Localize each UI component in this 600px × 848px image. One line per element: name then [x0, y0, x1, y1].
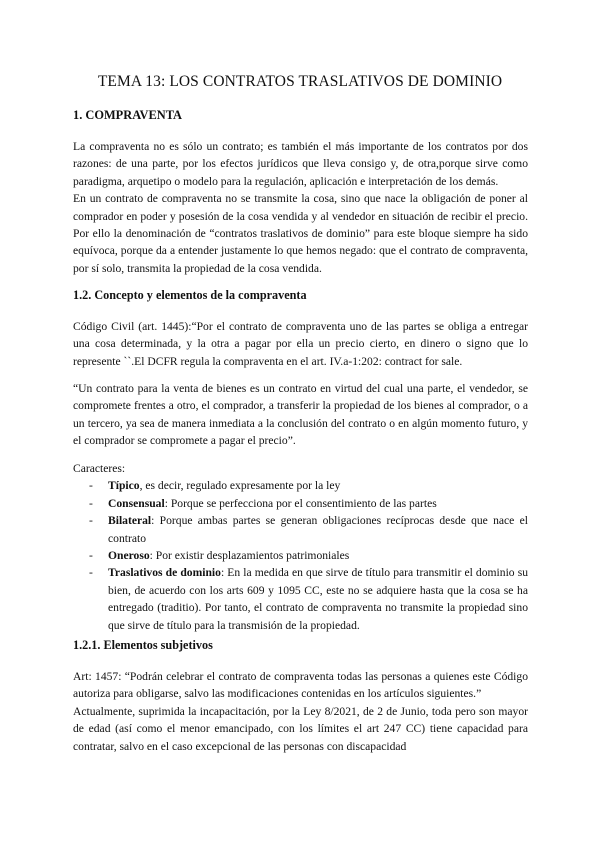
list-item-term: Típico — [108, 479, 140, 493]
paragraph: Art: 1457: “Podrán celebrar el contrato de compraventa todas las personas a quienes este Código autoriza para obligarse, salvo las modificaciones contenidas en los artículos siguientes.” — [73, 670, 528, 701]
section-compraventa-body — [73, 138, 528, 277]
section-concepto-body — [73, 318, 528, 370]
caracteres-label: Caracteres: — [73, 462, 126, 475]
list-item-text: : En la medida en que sirve de título para transmitir el dominio su bien, de acuerdo con los arts 609 y 1095 CC, este no se adquiere hasta que la cosa se ha entregado (traditio). Por tanto, el contrato de compraventa no transmite la propiedad sino que sirve de título para la transmisión de la propiedad. — [108, 566, 529, 632]
paragraph: Código Civil (art. 1445):“Por el contrato de compraventa uno de las partes se obliga a entregar una cosa determinada, y la otra a pagar por ella un precio cierto, en dinero o signo que lo represente ``.El DCFR regula la compraventa en el art. IV.a-1:202: contract for sale. — [73, 320, 528, 368]
list-item — [73, 564, 528, 634]
list-item-text: : Porque ambas partes se generan obligaciones recíprocas desde que nace el contrato — [108, 514, 528, 545]
list-item — [73, 512, 528, 547]
list-item-term: Traslativos de dominio — [108, 566, 221, 580]
list-item-term: Consensual — [108, 496, 165, 510]
paragraph: Actualmente, suprimida la incapacitación, por la Ley 8/2021, de 2 de Junio, toda pero son mayor de edad (así como el menor emancipado, con los límites el art 247 CC) tiene capacidad para contratar, salvo en el caso excepcional de las personas con discapacidad — [73, 704, 528, 753]
list-dash: - — [89, 549, 93, 563]
section-elementos-body — [73, 668, 528, 755]
caracteres-list — [73, 477, 528, 634]
section-concepto-quote — [73, 380, 528, 450]
list-dash: - — [89, 479, 93, 493]
section-heading-compraventa: 1. COMPRAVENTA — [73, 108, 182, 122]
paragraph: La compraventa no es sólo un contrato; es también el más importante de los contratos por dos razones: de una parte, por los efectos jurídicos que lleva consigo y, de otra,porque sirve como paradigma, arquetipo o modelo para la regulación, aplicación e interpretación de los demás. — [73, 140, 528, 188]
paragraph: En un contrato de compraventa no se transmite la cosa, sino que nace la obligación de poner al comprador en poder y posesión de la cosa vendida y al vendedor en situación de recibir el precio. Por ello la denominación de “contratos traslativos de dominio” para este bloque siempre ha sido equívoca, porque da a entender justamente lo que hemos negado: que el contrato de compraventa, por sí solo, transmita la propiedad de la cosa vendida. — [73, 192, 528, 275]
list-dash: - — [89, 514, 93, 528]
section-heading-elementos-subjetivos: 1.2.1. Elementos subjetivos — [73, 638, 213, 652]
paragraph: “Un contrato para la venta de bienes es un contrato en virtud del cual una parte, el vendedor, se compromete frentes a otro, el comprador, a transferir la propiedad de los bienes al comprador, o a un tercero, ya sea de manera inmediata a la conclusión del contrato o en algún momento futuro, y el comprador se compromete a pagar el precio”. — [73, 382, 528, 448]
caracteres-block — [73, 460, 528, 634]
list-dash: - — [89, 496, 93, 510]
section-heading-concepto: 1.2. Concepto y elementos de la compraventa — [73, 288, 307, 302]
list-item-term: Oneroso — [108, 549, 150, 563]
list-item — [73, 547, 528, 564]
list-item-text: , es decir, regulado expresamente por la ley — [139, 479, 341, 493]
document-title: TEMA 13: LOS CONTRATOS TRASLATIVOS DE DOMINIO — [97, 73, 503, 90]
list-item — [73, 495, 528, 512]
list-item-text: : Porque se perfecciona por el consentimiento de las partes — [164, 496, 437, 510]
list-item-text: : Por existir desplazamientos patrimoniales — [149, 549, 350, 563]
list-item-term: Bilateral — [108, 514, 152, 528]
list-dash: - — [89, 566, 93, 580]
list-item — [73, 477, 528, 494]
